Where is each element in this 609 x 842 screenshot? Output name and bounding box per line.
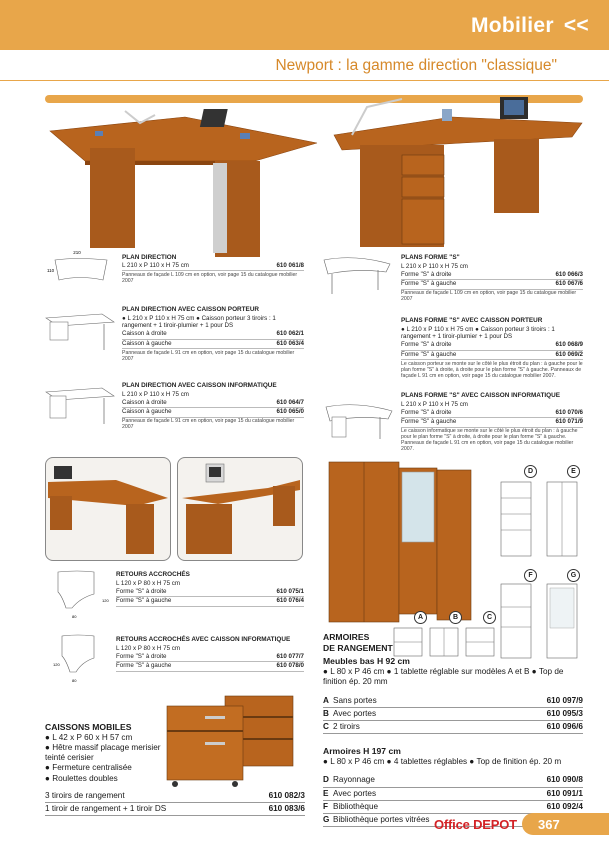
marker-d: D	[524, 465, 537, 478]
plan-caisson-info-block: PLAN DIRECTION AVEC CAISSON INFORMATIQUE L 210 x P 110 x H 75 cm Caisson à droite 610 064/7 Caisson à gauche 610 065/0 Panneaux de façade L 91 cm en option, voir page 15 du catalogue mobilier 2007	[122, 382, 304, 430]
plans-s-block: PLANS FORME "S" L 210 x P 110 x H 75 cm Forme "S" à droite 610 066/3 Forme "S" à gauche 610 067/6 Panneaux de façade L 109 cm en option, voir page 15 du catalogue mobilier 2007	[401, 254, 583, 302]
plan-caisson-porteur-block: PLAN DIRECTION AVEC CAISSON PORTEUR ● L 210 x P 110 x H 75 cm ● Caisson porteur 3 tiroirs : 1 rangement + 1 tiroir-plumier + 1 pour DS Caisson à droite 610 062/1 Caisson à gauche 610 063/4 Panneaux de façade L 91 cm en option, voir page 15 du catalogue mobilier 2007	[122, 306, 304, 362]
dim-width-label: 210	[73, 250, 81, 255]
plan-caisson-info-drawing	[42, 382, 117, 432]
page-subtitle: Newport : la gamme direction "classique"	[275, 57, 557, 74]
plan-s-drawing	[320, 250, 395, 300]
table-row: E Avec portes 610 091/1	[323, 788, 583, 801]
marker-f: F	[524, 569, 537, 582]
page-number: 367	[538, 817, 560, 832]
subtitle-rule	[0, 80, 609, 81]
retour-photo-2	[177, 457, 303, 561]
plans-s-caisson-porteur-block: PLANS FORME "S" AVEC CAISSON PORTEUR ● L 210 x P 110 x H 75 cm ● Caisson porteur 3 tiroirs : 1 rangement + 1 tiroir-plumier + 1 pour DS Forme "S" à droite 610 068/9 Forme "S" à gauche 610 069/2 Le caisson porteur se monte sur le côté le plus étroit du plan : à gauche pour le plan forme "S" à droite, à droite pour le plan forme "S" à gauche. Panneaux de façade L 91 cm en option, voir page 15 du catalogue mobilier 2007.	[401, 317, 583, 379]
header-bar	[0, 0, 609, 50]
plan-direction-drawing	[45, 248, 115, 288]
table-row: Forme "S" à droite 610 068/9	[401, 341, 583, 351]
retour-drawing	[52, 568, 110, 620]
retours-block: RETOURS ACCROCHÉS L 120 x P 80 x H 75 cm Forme "S" à droite 610 075/1 Forme "S" à gauche 610 076/4	[116, 571, 304, 607]
table-row: Forme "S" à gauche 610 078/0	[116, 662, 304, 672]
table-row: Caisson à droite 610 064/7	[122, 398, 304, 408]
dim-length-label: 120	[102, 598, 109, 603]
retour-info-drawing	[52, 632, 110, 684]
table-row: Forme "S" à droite 610 070/6	[401, 408, 583, 418]
table-row: Caisson à droite 610 062/1	[122, 330, 304, 340]
plan-caisson-porteur-drawing	[42, 308, 117, 358]
dim-depth-label: 110	[47, 268, 55, 273]
caissons-block: CAISSONS MOBILES ● L 42 x P 60 x H 57 cm ● Hêtre massif placage merisier teinté cerisier ● Fermeture centralisée ● Roulettes doubles 3 tiroirs de rangement 610 082/3 1 tiroir de rangement + 1 tiroir DS 610 083/6	[45, 722, 305, 816]
marker-b: B	[449, 611, 462, 624]
table-row: Forme "S" à droite 610 077/7	[116, 652, 304, 662]
table-row: 3 tiroirs de rangement 610 082/3	[45, 790, 305, 803]
retours-info-block: RETOURS ACCROCHÉS AVEC CAISSON INFORMATIQUE L 120 x P 80 x H 75 cm Forme "S" à droite 610 077/7 Forme "S" à gauche 610 078/0	[116, 636, 304, 672]
table-row: F Bibliothèque 610 092/4	[323, 801, 583, 814]
table-row: Forme "S" à gauche 610 069/2	[401, 351, 583, 361]
office-depot-logo: Office DEPOT	[434, 817, 517, 832]
plans-s-heading: PLANS FORME "S"	[401, 254, 460, 261]
marker-g: G	[567, 569, 580, 582]
table-row: 1 tiroir de rangement + 1 tiroir DS 610 083/6	[45, 803, 305, 816]
plan-s-caisson-info-drawing	[322, 397, 397, 447]
retour-info-illustration	[178, 458, 303, 561]
plan-direction-note: Panneaux de façade L 109 cm en option, voir page 15 du catalogue mobilier 2007	[122, 271, 298, 284]
section-title: Mobilier <<	[470, 14, 589, 37]
plan-direction-heading: PLAN DIRECTION	[122, 254, 177, 261]
retour-photo-1	[45, 457, 171, 561]
table-row: Forme "S" à gauche 610 071/9	[401, 418, 583, 428]
plan-direction-block	[122, 254, 304, 285]
armoires-photo	[325, 460, 475, 625]
table-row: B Avec portes 610 095/3	[323, 708, 583, 721]
dim-depth-label: 80	[72, 678, 77, 683]
desk-photo-right	[332, 95, 584, 255]
table-row: Caisson à gauche 610 065/0	[122, 408, 304, 418]
desk-photo-left	[45, 103, 320, 263]
table-row: L 210 x P 110 x H 75 cm 610 061/8	[122, 262, 304, 272]
page-badge	[522, 813, 609, 835]
table-row: Forme "S" à gauche 610 067/6	[401, 280, 583, 290]
table-row: Forme "S" à gauche 610 076/4	[116, 597, 304, 607]
table-row: C 2 tiroirs 610 096/6	[323, 721, 583, 734]
marker-c: C	[483, 611, 496, 624]
dim-length-label: 120	[53, 662, 60, 667]
table-row: Forme "S" à droite 610 075/1	[116, 587, 304, 597]
table-row: G Bibliothèque portes vitrées	[323, 814, 583, 827]
table-row: A Sans portes 610 097/9	[323, 695, 583, 708]
plans-s-caisson-info-block: PLANS FORME "S" AVEC CAISSON INFORMATIQUE L 210 x P 110 x H 75 cm Forme "S" à droite 610 070/6 Forme "S" à gauche 610 071/9 Le caisson informatique se monte sur le côté le plus étroit du plan : à gauche pour le plan forme "S" à droite, à droite pour le plan forme "S" à gauche. Panneaux de façade L 91 cm en option, voir page 15 du catalogue mobilier 2007.	[401, 392, 583, 452]
armoires-block: ARMOIRES DE RANGEMENT Meubles bas H 92 cm ● L 80 x P 46 cm ● 1 tablette réglable sur modèles A et B ● Top de finition ép. 20 mm A Sans portes 610 097/9 B Avec portes 610 095/3 C 2 tiroirs 610 096/6 Armoires H 197 cm ● L 80 x P 46 cm ● 4 tablettes réglables ● Top de finition ép. 20 m D Rayonnage 610 090/8 E Avec portes 610 091/1 F Bibliothèque 610 092/4 G Bibliothèque portes vitrées	[323, 632, 583, 827]
table-row: D Rayonnage 610 090/8	[323, 774, 583, 787]
dim-depth-label: 80	[72, 614, 77, 619]
retour-desk-illustration	[46, 458, 171, 561]
table-row: Forme "S" à droite 610 066/3	[401, 270, 583, 280]
marker-a: A	[414, 611, 427, 624]
table-row: Caisson à gauche 610 063/4	[122, 340, 304, 350]
marker-e: E	[567, 465, 580, 478]
